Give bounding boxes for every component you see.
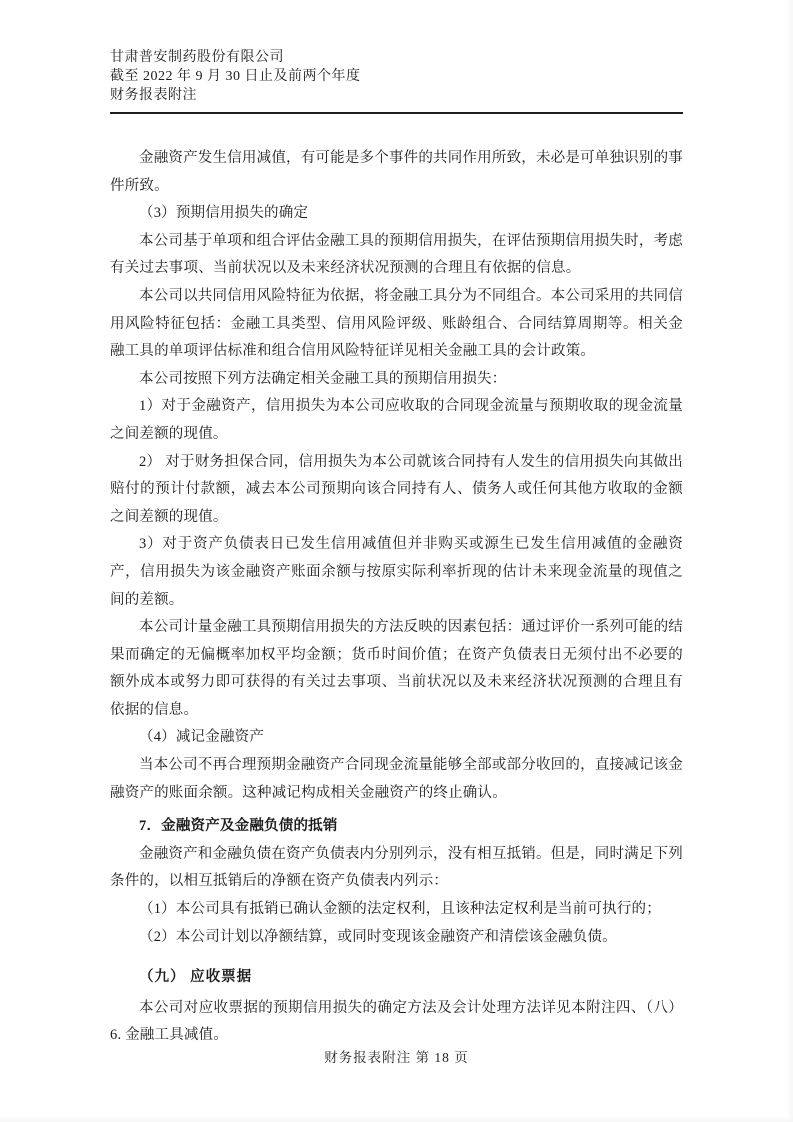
page-footer	[0, 1046, 793, 1066]
paragraph: （1）本公司具有抵销已确认金额的法定权利，且该种法定权利是当前可执行的；	[139, 901, 661, 918]
paragraph: 本公司对应收票据的预期信用损失的确定方法及会计处理方法详见本附注四、（八）6. 金融工具减值。	[110, 999, 683, 1044]
paragraph: 1）对于金融资产，信用损失为本公司应收取的合同现金流量与预期收取的现金流量之间差额的现值。	[110, 398, 683, 442]
company-name: 甘肃普安制药股份有限公司	[110, 50, 284, 65]
paragraph: （2）本公司计划以净额结算，或同时变现该金融资产和清偿该金融负债。	[139, 928, 617, 945]
document-title: 财务报表附注	[110, 88, 197, 103]
header-rule	[110, 112, 683, 114]
paragraph: 2） 对于财务担保合同，信用损失为本公司就该合同持有人发生的信用损失向其做出赔付的预计付款额，减去本公司预期向该合同持有人、债务人或任何其他方收取的金额之间差额的现值。	[110, 453, 683, 525]
section-heading: 7．金融资产及金融负债的抵销	[139, 818, 338, 835]
report-period: 截至 2022 年 9 月 30 日止及前两个年度	[110, 69, 361, 84]
footer-page-label: 财务报表附注 第 18 页	[324, 1050, 469, 1065]
document-body	[110, 145, 683, 1050]
paragraph: 本公司以共同信用风险特征为依据，将金融工具分为不同组合。本公司采用的共同信用风险特征包括：金融工具类型、信用风险评级、账龄组合、合同结算周期等。相关金融工具的单项评估标准和组合信用风险特征详见相关金融工具的会计政策。	[110, 287, 683, 360]
paragraph: 3）对于资产负债表日已发生信用减值但并非购买或源生已发生信用减值的金融资产，信用损失为该金融资产账面余额与按原实际利率折现的估计未来现金流量的现值之间的差额。	[110, 536, 683, 608]
paragraph: （4）减记金融资产	[139, 729, 265, 746]
paragraph: 本公司计量金融工具预期信用损失的方法反映的因素包括：通过评价一系列可能的结果而确定的无偏概率加权平均金额；货币时间价值；在资产负债表日无须付出不必要的额外成本或努力即可获得的有关过去事项、当前状况以及未来经济状况预测的合理且有依据的信息。	[110, 619, 683, 718]
paragraph: 金融资产发生信用减值，有可能是多个事件的共同作用所致，未必是可单独识别的事件所致。	[110, 150, 683, 194]
paragraph: 本公司基于单项和组合评估金融工具的预期信用损失，在评估预期信用损失时，考虑有关过去事项、当前状况以及未来经济状况预测的合理且有依据的信息。	[110, 232, 683, 277]
report-header	[110, 48, 683, 105]
paragraph: 当本公司不再合理预期金融资产合同现金流量能够全部或部分收回的，直接减记该金融资产的账面余额。这种减记构成相关金融资产的终止确认。	[110, 757, 683, 801]
paragraph: 本公司按照下列方法确定相关金融工具的预期信用损失：	[139, 370, 507, 387]
paragraph: （3）预期信用损失的确定	[139, 205, 309, 222]
section-heading: （九） 应收票据	[139, 969, 253, 986]
paragraph: 金融资产和金融负债在资产负债表内分别列示，没有相互抵销。但是，同时满足下列条件的，以相互抵销后的净额在资产负债表内列示：	[110, 845, 683, 890]
